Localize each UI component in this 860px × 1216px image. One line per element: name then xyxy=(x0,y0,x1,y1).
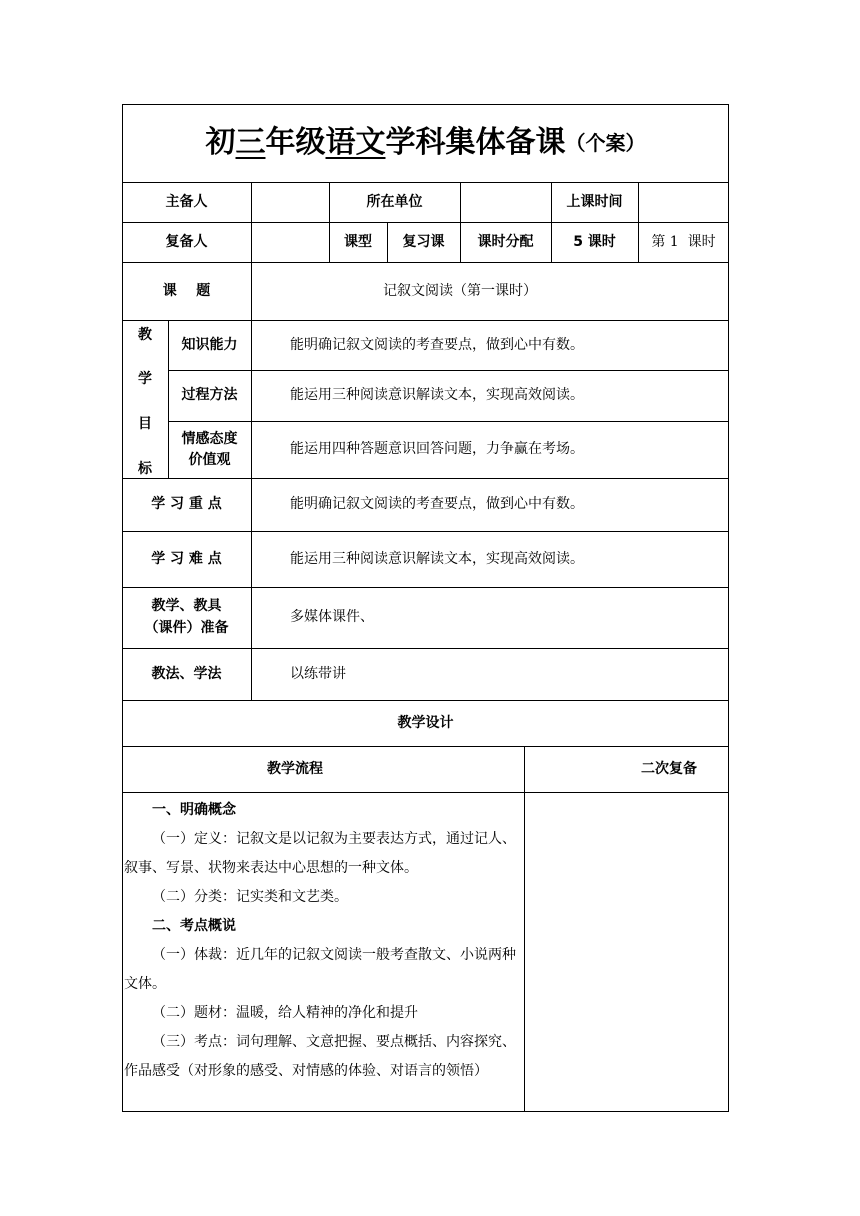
difficulty-label: 学 习 难 点 xyxy=(151,550,222,567)
flow-paragraph: （二）分类：记实类和文艺类。 xyxy=(152,889,348,905)
flow-column-header: 教学流程 xyxy=(267,760,323,777)
method-label: 教法、学法 xyxy=(151,665,222,682)
second-prep-column-header: 二次复备 xyxy=(641,760,697,777)
second-prep-notes xyxy=(524,792,729,1112)
topic-label: 课 题 xyxy=(162,282,211,299)
goal-attitude-label-line1: 情感态度 xyxy=(181,430,238,447)
col-divider xyxy=(251,262,252,701)
flow-paragraph: （三）考点：词句理解、文意把握、要点概括、内容探究、作品感受（对形象的感受、对情感的体验、对语言的领悟） xyxy=(124,1034,516,1079)
flow-paragraph: （一）定义：记叙文是以记叙为主要表达方式，通过记人、叙事、写景、状物来表达中心思想的一种文体。 xyxy=(124,831,516,876)
prep-label-line1: 教学、教具 xyxy=(151,598,222,615)
page-title: 初 三 年级 语文 学科集体备课 （个案） xyxy=(205,125,646,160)
flow-paragraph: （一）体裁：近几年的记叙文阅读一般考查散文、小说两种文体。 xyxy=(124,947,516,992)
focus-value: 能明确记叙文阅读的考查要点，做到心中有数。 xyxy=(290,496,584,513)
unit-label: 所在单位 xyxy=(366,193,423,210)
goals-vertical-label-3: 目 xyxy=(138,416,152,432)
lead-teacher-value xyxy=(251,182,329,222)
lesson-type-label: 课型 xyxy=(344,233,372,250)
goal-attitude-label xyxy=(168,421,251,478)
teaching-flow-content xyxy=(124,796,522,1086)
class-time-label: 上课时间 xyxy=(566,193,623,210)
lesson-type-value: 复习课 xyxy=(402,233,445,250)
reviewer-label: 复备人 xyxy=(165,233,208,250)
section-heading: 二、考点概说 xyxy=(152,918,236,934)
goal-attitude-label-line2: 价值观 xyxy=(188,451,231,468)
goals-vertical-label-2: 学 xyxy=(138,371,152,387)
method-value: 以练带讲 xyxy=(290,665,346,682)
unit-value xyxy=(460,182,551,222)
difficulty-value: 能运用三种阅读意识解读文本，实现高效阅读。 xyxy=(290,550,584,567)
goal-process-label: 过程方法 xyxy=(181,387,238,404)
design-heading: 教学设计 xyxy=(397,714,454,731)
goal-knowledge-label: 知识能力 xyxy=(181,336,238,353)
flow-paragraph: （二）题材：温暖，给人精神的净化和提升 xyxy=(152,1005,418,1021)
section-heading: 一、明确概念 xyxy=(152,802,236,818)
period-allocation-value: 5 课时 xyxy=(573,233,616,250)
period-allocation-label: 课时分配 xyxy=(477,233,534,250)
focus-label: 学 习 重 点 xyxy=(151,496,222,513)
class-time-value xyxy=(638,182,729,222)
reviewer-value xyxy=(251,222,329,262)
goal-attitude-value: 能运用四种答题意识回答问题，力争赢在考场。 xyxy=(290,441,584,458)
goals-vertical-label-1: 教 xyxy=(138,327,152,343)
prep-value: 多媒体课件、 xyxy=(290,609,374,626)
goal-process-value: 能运用三种阅读意识解读文本，实现高效阅读。 xyxy=(290,387,584,404)
lead-teacher-label: 主备人 xyxy=(165,193,208,210)
topic-value: 记叙文阅读（第一课时） xyxy=(383,282,537,299)
prep-label-line2: （课件）准备 xyxy=(144,620,229,636)
goal-knowledge-value: 能明确记叙文阅读的考查要点，做到心中有数。 xyxy=(290,336,584,353)
current-period: 第 1 课时 xyxy=(651,233,716,250)
goals-vertical-label-4: 标 xyxy=(138,461,152,477)
prep-label xyxy=(122,587,251,648)
